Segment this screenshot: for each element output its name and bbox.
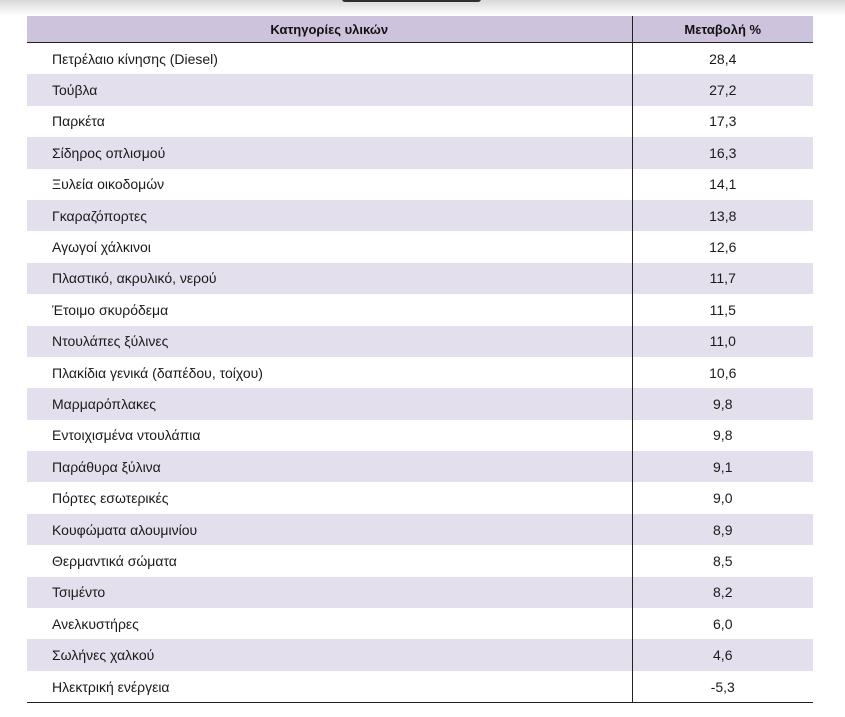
materials-table-container: [27, 16, 813, 703]
table-row: [27, 106, 813, 137]
table-row: [27, 451, 813, 482]
row-category: Γκαραζόπορτες: [27, 200, 632, 231]
row-change-value: 9,0: [632, 482, 813, 513]
table-row: [27, 326, 813, 357]
row-change-value: 6,0: [632, 608, 813, 639]
row-category: Κουφώματα αλουμινίου: [27, 514, 632, 545]
row-change-value: -5,3: [632, 671, 813, 703]
table-row: [27, 43, 813, 75]
row-category: Μαρμαρόπλακες: [27, 388, 632, 419]
row-change-value: 13,8: [632, 200, 813, 231]
row-category: Αγωγοί χάλκινοι: [27, 231, 632, 262]
table-row: [27, 420, 813, 451]
window-top-edge: [0, 0, 845, 16]
row-change-value: 9,8: [632, 388, 813, 419]
row-change-value: 28,4: [632, 43, 813, 75]
row-category: Τούβλα: [27, 74, 632, 105]
table-row: [27, 671, 813, 703]
row-category: Ηλεκτρική ενέργεια: [27, 671, 632, 703]
table-row: [27, 608, 813, 639]
row-change-value: 17,3: [632, 106, 813, 137]
row-change-value: 9,1: [632, 451, 813, 482]
row-category: Ξυλεία οικοδομών: [27, 169, 632, 200]
row-change-value: 9,8: [632, 420, 813, 451]
row-category: Πλαστικό, ακρυλικό, νερού: [27, 263, 632, 294]
row-change-value: 27,2: [632, 74, 813, 105]
row-category: Ανελκυστήρες: [27, 608, 632, 639]
row-change-value: 11,0: [632, 326, 813, 357]
materials-price-change-table: [27, 16, 813, 703]
row-category: Πλακίδια γενικά (δαπέδου, τοίχου): [27, 357, 632, 388]
row-category: Εντοιχισμένα ντουλάπια: [27, 420, 632, 451]
table-row: [27, 200, 813, 231]
row-change-value: 11,7: [632, 263, 813, 294]
row-category: Σωλήνες χαλκού: [27, 639, 632, 670]
row-change-value: 11,5: [632, 294, 813, 325]
row-category: Πετρέλαιο κίνησης (Diesel): [27, 43, 632, 75]
row-change-value: 8,2: [632, 577, 813, 608]
table-header-row: [27, 16, 813, 43]
table-row: [27, 294, 813, 325]
table-row: [27, 545, 813, 576]
row-change-value: 16,3: [632, 137, 813, 168]
header-category: Κατηγορίες υλικών: [27, 16, 632, 43]
table-row: [27, 169, 813, 200]
row-category: Σίδηρος οπλισμού: [27, 137, 632, 168]
table-row: [27, 388, 813, 419]
top-tab-handle: [342, 0, 481, 2]
table-row: [27, 577, 813, 608]
table-row: [27, 231, 813, 262]
table-row: [27, 263, 813, 294]
table-row: [27, 137, 813, 168]
row-category: Ντουλάπες ξύλινες: [27, 326, 632, 357]
row-change-value: 12,6: [632, 231, 813, 262]
row-category: Πόρτες εσωτερικές: [27, 482, 632, 513]
row-category: Έτοιμο σκυρόδεμα: [27, 294, 632, 325]
row-change-value: 8,5: [632, 545, 813, 576]
table-row: [27, 74, 813, 105]
table-row: [27, 514, 813, 545]
row-category: Θερμαντικά σώματα: [27, 545, 632, 576]
row-category: Παρκέτα: [27, 106, 632, 137]
row-change-value: 14,1: [632, 169, 813, 200]
row-category: Παράθυρα ξύλινα: [27, 451, 632, 482]
table-row: [27, 639, 813, 670]
header-change-percent: Μεταβολή %: [632, 16, 813, 43]
row-change-value: 10,6: [632, 357, 813, 388]
table-row: [27, 357, 813, 388]
row-change-value: 8,9: [632, 514, 813, 545]
row-change-value: 4,6: [632, 639, 813, 670]
table-row: [27, 482, 813, 513]
table-body: [27, 43, 813, 703]
row-category: Τσιμέντο: [27, 577, 632, 608]
